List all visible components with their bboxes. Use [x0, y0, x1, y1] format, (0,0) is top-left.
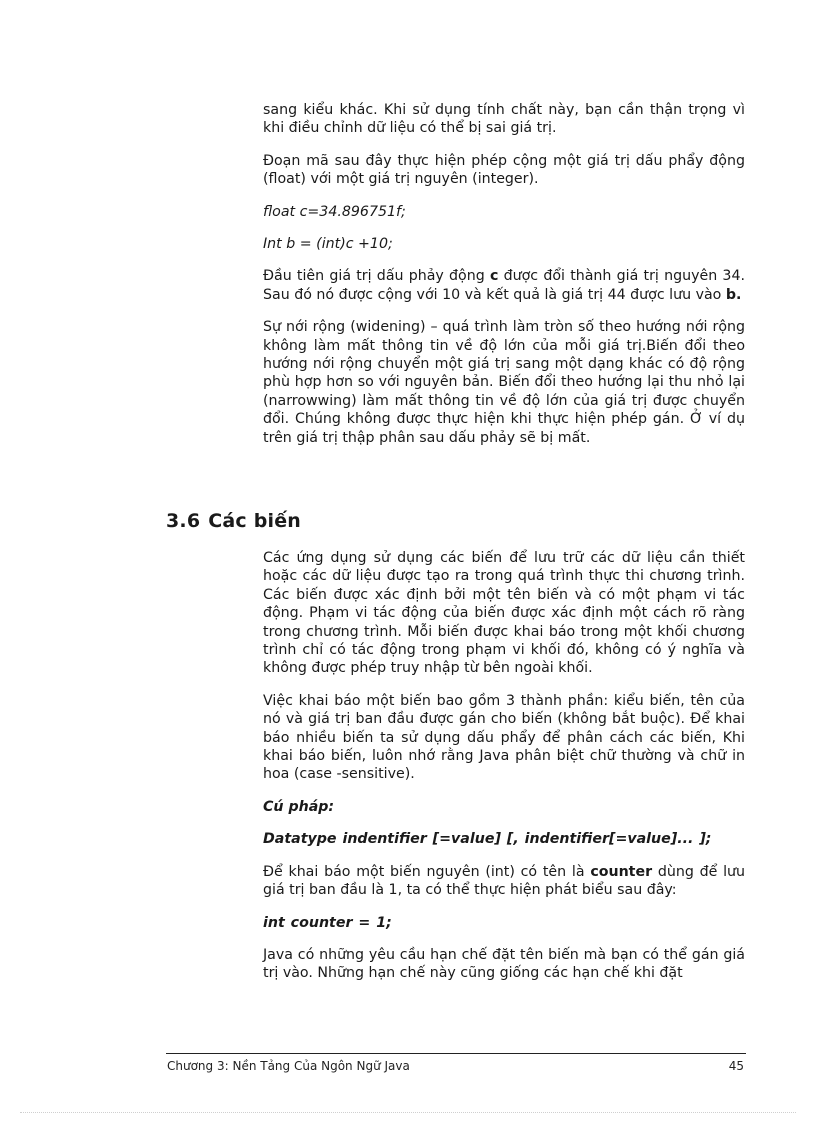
section-variables-body — [263, 549, 745, 997]
paragraph-declaration: Việc khai báo một biến bao gồm 3 thành phần: kiểu biến, tên của nó và giá trị ban đầu được gán cho biến (không bắt buộc). Để khai báo nhiều biến ta sử dụng dấu phẩy để phân cách các biến, Khi khai báo biến, luôn nhớ rằng Java phân biệt chữ thường và chữ in hoa (case -sensitive). — [263, 692, 745, 783]
text-run: dùng để lưu giá trị ban đầu là 1, ta có thể thực hiện phát biểu sau đây: — [263, 863, 745, 899]
section-continued-body — [263, 101, 745, 461]
code-line-float: float c=34.896751f; — [263, 203, 406, 220]
syntax-line: Datatype indentifier [=value] [, indentifier[=value]... ]; — [263, 831, 712, 848]
text-run: Để khai báo một biến nguyên (int) có tên là — [263, 863, 591, 880]
bold-variable-b: b. — [725, 286, 742, 303]
section-heading — [166, 510, 301, 532]
section-title: Các biến — [208, 510, 302, 532]
footer-chapter-title: Chương 3: Nền Tảng Của Ngôn Ngữ Java — [167, 1059, 410, 1073]
paragraph-counter-example — [263, 863, 745, 900]
text-run: được đổi thành giá trị nguyên 34. Sau đó nó được cộng với 10 và kết quả là giá trị 44 được lưu vào — [263, 268, 745, 303]
code-line-counter: int counter = 1; — [263, 914, 392, 931]
section-number: 3.6 — [166, 510, 201, 532]
paragraph-code-intro: Đoạn mã sau đây thực hiện phép cộng một giá trị dấu phẩy động (float) với một giá trị nguyên (integer). — [263, 152, 745, 188]
code-line-int-cast: Int b = (int)c +10; — [263, 236, 393, 253]
paragraph-widening: Sự nới rộng (widening) – quá trình làm tròn số theo hướng nới rộng không làm mất thông tin về độ lớn của mỗi giá trị.Biến đổi theo hướng nới rộng chuyển một giá trị sang một dạng khác có độ rộng phù hợp hơn so với nguyên bản. Biến đổi theo hướng lại thu nhỏ lại (narrowwing) làm mất thông tin về độ lớn của giá trị được chuyển đổi. Chúng không được thực hiện khi thực hiện phép gán. Ở ví dụ trên giá trị thập phân sau dấu phảy sẽ bị mất. — [263, 319, 745, 446]
text-run: Đầu tiên giá trị dấu phảy động — [263, 268, 490, 285]
bold-counter: counter — [590, 863, 653, 880]
paragraph-type-conversion-note: sang kiểu khác. Khi sử dụng tính chất này, bạn cần thận trọng vì khi điều chỉnh dữ liệu có thể bị sai giá trị. — [263, 102, 745, 137]
bold-variable-c: c — [489, 268, 499, 285]
paragraph-naming-restrictions: Java có những yêu cầu hạn chế đặt tên biến mà bạn có thể gán giá trị vào. Những hạn chế này cũng giống các hạn chế khi đặt — [263, 946, 745, 982]
syntax-label: Cú pháp: — [263, 798, 335, 815]
footer-divider — [166, 1053, 746, 1054]
page-number: 45 — [728, 1059, 744, 1073]
page-bottom-border — [20, 1112, 796, 1113]
paragraph-cast-explanation — [263, 267, 745, 304]
paragraph-variables-intro: Các ứng dụng sử dụng các biến để lưu trữ các dữ liệu cần thiết hoặc các dữ liệu được tạo ra trong quá trình thực thi chương trình. Các biến được xác định bởi một tên biến và có một phạm vi tác động. Phạm vi tác động của biến được xác định một cách rõ ràng trong chương trình. Mỗi biến được khai báo trong một khối chương trình chỉ có tác động trong phạm vi khối đó, không có ý nghĩa và không được phép truy nhập từ bên ngoài khối. — [263, 550, 745, 677]
